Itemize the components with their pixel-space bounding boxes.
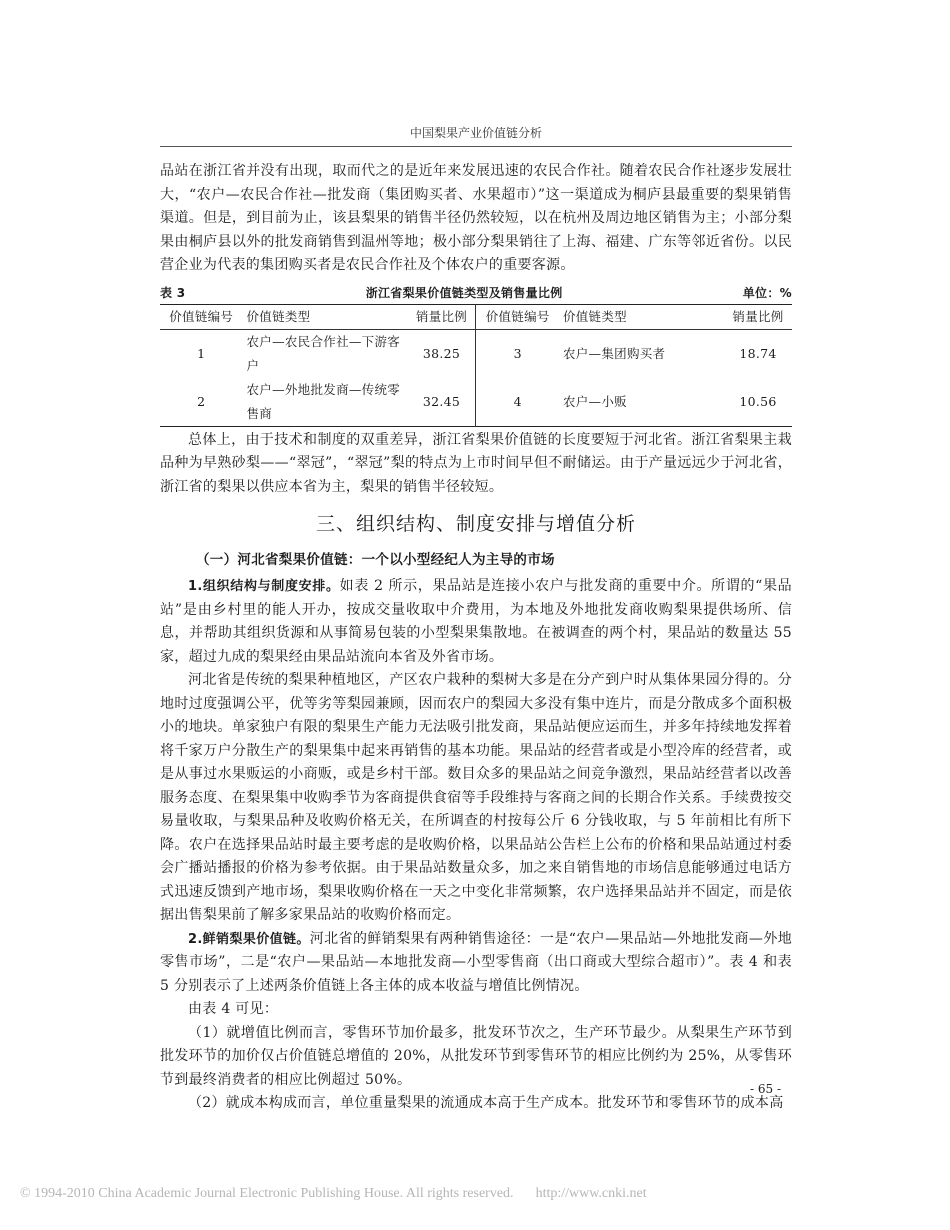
table-cell: 4 [476,378,559,427]
col-header-chain-no-2: 价值链编号 [476,304,559,329]
table-title: 浙江省梨果价值链类型及销售量比例 [365,285,563,300]
paragraph-point-1: （1）就增值比例而言，零售环节加价最多，批发环节次之，生产环节最少。从梨果生产环节到批发环节的加价仅占价值链总增值的 20%，从批发环节到零售环节的相应比例约为 25%，从零售环节到最终消费者的相应比例超过 50%。 [160,1024,792,1088]
subsection-heading: （一）河北省梨果价值链：一个以小型经纪人为主导的市场 [196,552,555,568]
table-cell: 农户—农民合作社—下游客户 [246,333,401,373]
page-number: - 65 - [750,1082,782,1096]
paragraph-point-2: （2）就成本构成而言，单位重量梨果的流通成本高于生产成本。批发环节和零售环节的成本高 [188,1095,784,1111]
paragraph-fresh-chain [160,928,792,999]
value-chain-table [160,304,792,427]
col-header-sales-ratio-2: 销量比例 [724,304,792,329]
col-header-chain-type: 价值链类型 [242,304,407,329]
intro-paragraph: 品站在浙江省并没有出现，取而代之的是近年来发展迅速的农民合作社。随着农民合作社逐步发展壮大，“农户—农民合作社—批发商（集团购买者、水果超市）”这一渠道成为桐庐县最重要的梨果销售渠道。但是，到目前为止，该县梨果的销售半径仍然较短，以在杭州及周边地区销售为主；小部分梨果由桐庐县以外的批发商销售到温州等地；极小部分梨果销往了上海、福建、广东等邻近省份。以民营企业为代表的集团购买者是农民合作社及个体农户的重要客源。 [160,163,792,273]
table-cell: 3 [476,329,559,378]
paragraph-table4-intro: 由表 4 可见： [188,1001,279,1017]
col-header-sales-ratio: 销量比例 [408,304,476,329]
table-header-row [160,304,792,329]
table-cell: 38.25 [422,345,461,361]
table-cell: 32.45 [422,393,461,409]
paragraph-hebei-tradition: 河北省是传统的梨果种植地区，产区农户栽种的梨树大多是在分产到户时从集体果园分得的。分地时过度强调公平，优等劣等梨园兼顾，因而农户的梨园大多没有集中连片，而是分散成多个面积极小的地块。单家独户有限的梨果生产能力无法吸引批发商，果品站便应运而生，并多年持续地发挥着将千家万户分散生产的梨果集中起来再销售的基本功能。果品站的经营者或是小型冷库的经营者，或是从事过水果贩运的小商贩，或是乡村干部。数目众多的果品站之间竞争激烈，果品站经营者以改善服务态度、在梨果集中收购季节为客商提供食宿等手段维持与客商之间的长期合作关系。手续费按交易量收取，与梨果品种及收购价格无关，在所调查的村按每公斤 6 分钱收取，与 5 年前相比有所下降。农户在选择果品站时最主要考虑的是收购价格，以果品站公告栏上公布的价格和果品站通过村委会广播站播报的价格为参考依据。由于果品站数量众多，加之来自销售地的市场信息能够通过电话方式迅速反馈到产地市场，梨果收购价格在一天之中变化非常频繁，农户选择果品站并不固定，而是依据出售梨果前了解多家果品站的收购价格而定。 [160,672,792,923]
table-cell: 2 [197,393,206,409]
table-cell: 农户—外地批发商—传统零售商 [246,381,401,421]
paragraph-text: 河北省的鲜销梨果有两种销售途径：一是“农户—果品站—外地批发商—外地零售市场”，二是“农户—果品站—本地批发商—小型零售商（出口商或大型综合超市）”。表 4 和表 5 分别表示了上述两条价值链上各主体的成本收益与增值比例情况。 [160,930,793,994]
section-heading: 三、组织结构、制度安排与增值分析 [315,513,636,535]
footer [20,1186,930,1202]
col-header-chain-no: 价值链编号 [160,304,242,329]
copyright-notice: © 1994-2010 China Academic Journal Electronic Publishing House. All rights reserved. [20,1186,514,1201]
table-cell: 农户—小贩 [562,393,627,409]
paragraph-lead: 1.组织结构与制度安排。 [188,579,340,594]
footer-link[interactable]: http://www.cnki.net [535,1186,647,1201]
table-row [160,329,792,378]
table-cell: 农户—集团购买者 [562,345,666,361]
table-cell: 18.74 [739,345,777,361]
table-caption [160,282,792,304]
article-body [160,160,792,1116]
summary-paragraph: 总体上，由于技术和制度的双重差异，浙江省梨果价值链的长度要短于河北省。浙江省梨果主栽品种为早熟砂梨——“翠冠”，“翠冠”梨的特点为上市时间早但不耐储运。由于产量远远少于河北省，浙江省的梨果以供应本省为主，梨果的销售半径较短。 [160,431,792,495]
paragraph-lead: 2.鲜销梨果价值链。 [188,931,310,947]
table-cell: 1 [197,345,206,361]
table-unit: 单位：% [742,285,792,300]
table-row [160,378,792,427]
table-number: 表 3 [160,285,186,300]
paragraph-text: 如表 2 所示，果品站是连接小农户与批发商的重要中介。所谓的“果品站”是由乡村里的能人开办，按成交量收取中介费用，为本地及外地批发商收购梨果提供场所、信息，并帮助其组织货源和从事简易包装的小型梨果集散地。在被调查的两个村，果品站的数量达 55 家，超过九成的梨果经由果品站流向本省及外省市场。 [160,578,792,665]
running-header: 中国梨果产业价值链分析 [160,124,792,147]
table-cell: 10.56 [739,393,777,409]
col-header-chain-type-2: 价值链类型 [559,304,724,329]
paragraph-org-structure [160,575,792,669]
